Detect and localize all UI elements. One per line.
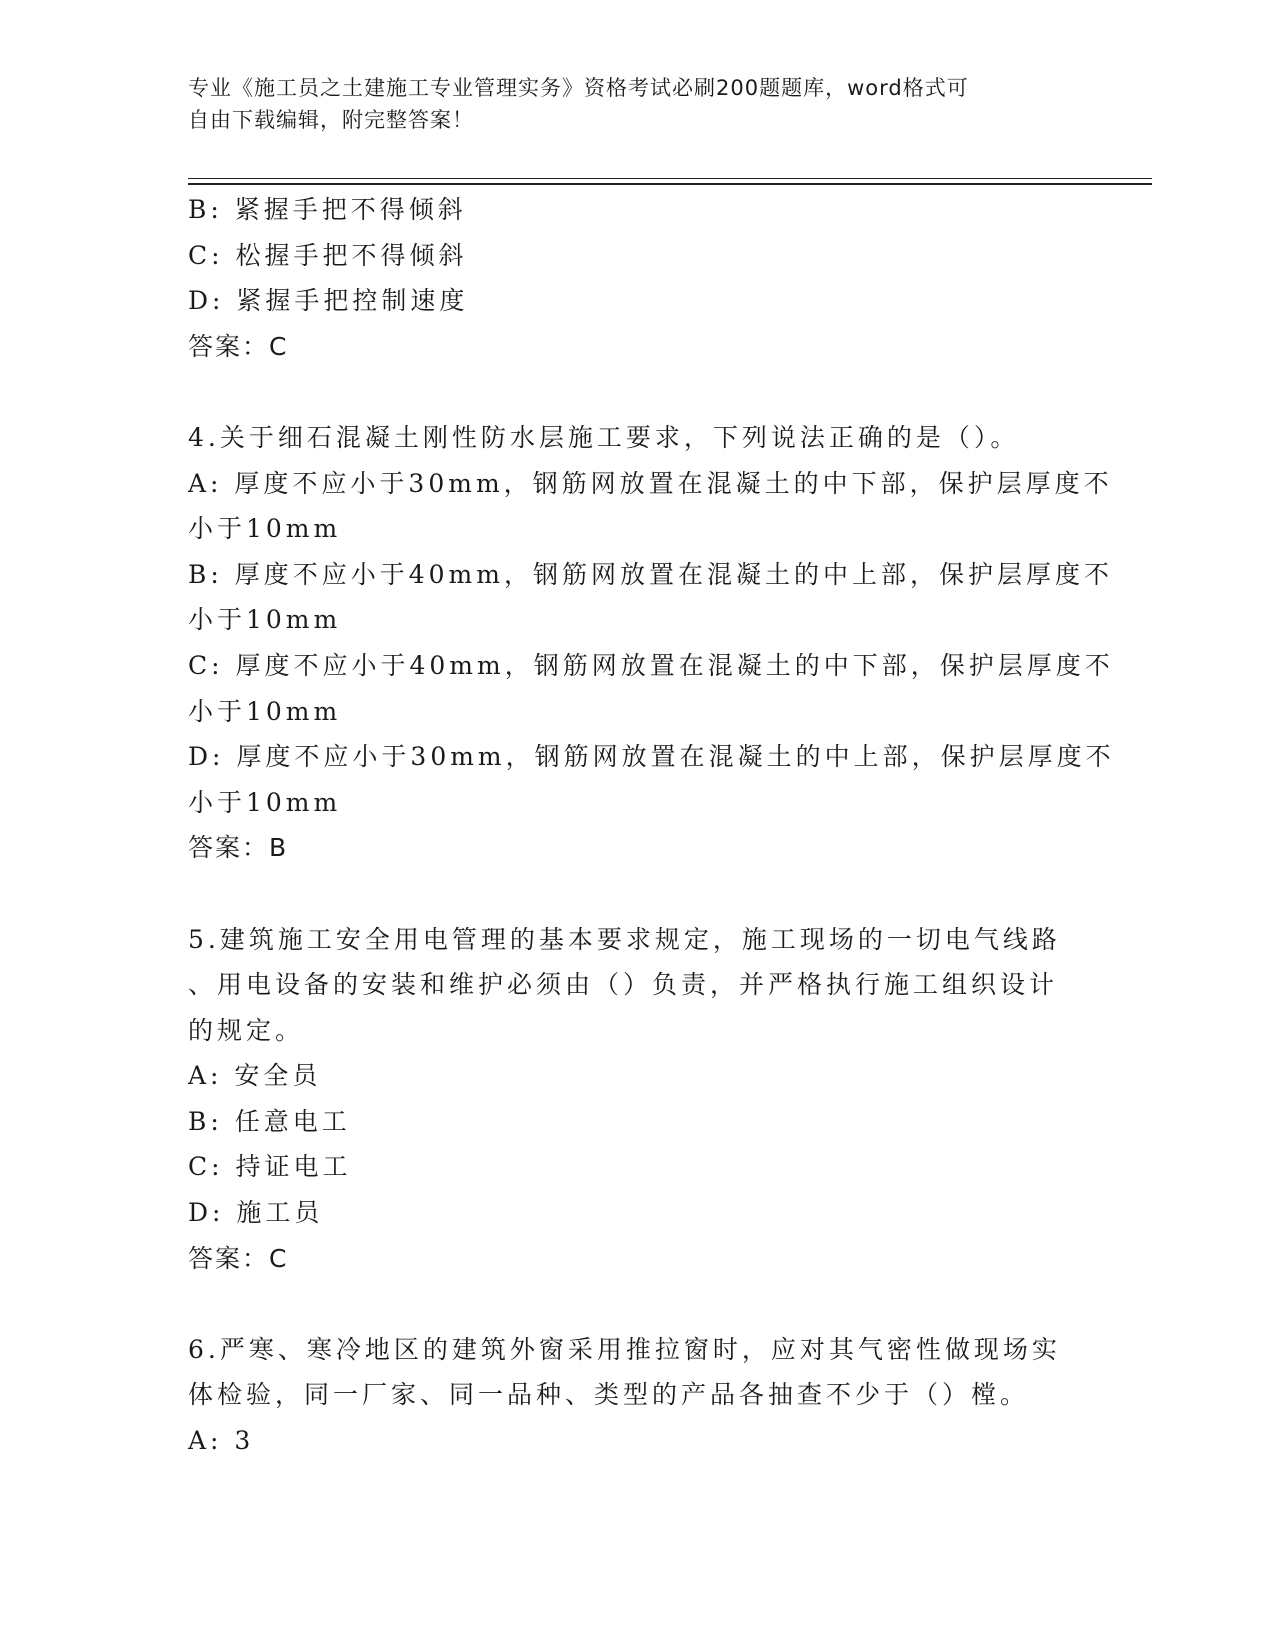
option-b-line-2: 小于10mm (188, 605, 342, 635)
option-c-line-1: C: 厚度不应小于40mm，钢筋网放置在混凝土的中下部，保护层厚度不 (188, 650, 1114, 680)
question-stem-line-2: 、用电设备的安装和维护必须由（）负责，并严格执行施工组织设计 (188, 970, 1059, 1000)
spacer (188, 871, 1088, 917)
question-4 (188, 415, 1115, 871)
option-a: A: 安全员 (188, 1061, 322, 1091)
spacer (188, 1281, 1088, 1327)
option-c: C: 松握手把不得倾斜 (188, 240, 468, 270)
option-d: D: 紧握手把控制速度 (188, 286, 469, 316)
option-b: B: 任意电工 (188, 1106, 351, 1136)
question-5 (188, 917, 1088, 1282)
header-line-1: 专业《施工员之土建施工专业管理实务》资格考试必刷200题题库，word格式可 (188, 76, 969, 100)
header-rule-thick (188, 183, 1152, 185)
answer: 答案：C (188, 331, 289, 361)
header-rule-thin (188, 178, 1152, 179)
question-stem-line-1: 5.建筑施工安全用电管理的基本要求规定，施工现场的一切电气线路 (188, 924, 1061, 954)
option-c: C: 持证电工 (188, 1152, 352, 1182)
header-line-2: 自由下载编辑，附完整答案！ (188, 108, 474, 132)
question-6 (188, 1327, 1088, 1464)
question-list (188, 187, 1115, 1464)
option-d-line-2: 小于10mm (188, 787, 342, 817)
answer: 答案：C (188, 1243, 289, 1273)
question-stem: 4.关于细石混凝土刚性防水层施工要求，下列说法正确的是（）。 (188, 422, 1020, 452)
answer: 答案：B (188, 833, 289, 863)
option-a-line-1: A: 厚度不应小于30mm，钢筋网放置在混凝土的中下部，保护层厚度不 (188, 468, 1113, 498)
option-b: B: 紧握手把不得倾斜 (188, 195, 467, 224)
option-b-line-1: B: 厚度不应小于40mm，钢筋网放置在混凝土的中上部，保护层厚度不 (188, 559, 1113, 589)
question-stem-line-2: 体检验，同一厂家、同一品种、类型的产品各抽查不少于（）樘。 (188, 1380, 1030, 1410)
spacer (188, 369, 1088, 415)
question-stem-line-1: 6.严寒、寒冷地区的建筑外窗采用推拉窗时，应对其气密性做现场实 (188, 1334, 1061, 1364)
option-a-line-2: 小于10mm (188, 514, 342, 544)
option-a: A: 3 (188, 1426, 255, 1456)
question-stem-line-3: 的规定。 (188, 1015, 305, 1045)
option-c-line-2: 小于10mm (188, 696, 342, 726)
option-d: D: 施工员 (188, 1198, 324, 1228)
question-3 (188, 187, 1088, 369)
option-d-line-1: D: 厚度不应小于30mm，钢筋网放置在混凝土的中上部，保护层厚度不 (188, 742, 1115, 772)
document-header (188, 72, 1088, 136)
